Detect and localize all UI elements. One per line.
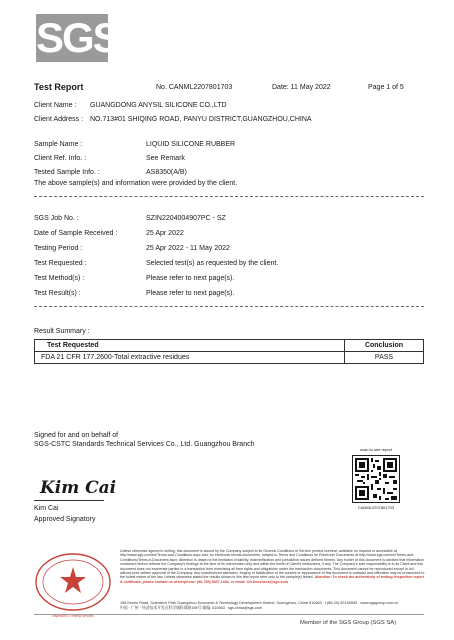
qr-code-number: CANML2207801703 xyxy=(357,505,395,510)
company-seal xyxy=(34,552,112,612)
signatory-role: Approved Signatory xyxy=(34,516,96,523)
section-divider xyxy=(34,306,424,307)
sample-name-label: Sample Name : xyxy=(34,141,83,148)
testing-period-value: 25 Apr 2022 - 11 May 2022 xyxy=(146,245,230,252)
test-result-label: Test Result(s) : xyxy=(34,290,81,297)
handwritten-signature: Kim Cai xyxy=(40,478,117,498)
report-date: Date: 11 May 2022 xyxy=(272,84,331,91)
signatory-name: Kim Cai xyxy=(34,505,59,512)
test-requested-value: Selected test(s) as requested by the client. xyxy=(146,260,279,267)
sgs-group-member: Member of the SGS Group (SGS SA) xyxy=(300,620,397,626)
test-requested-label: Test Requested : xyxy=(34,260,87,267)
sgs-logo: SGS xyxy=(36,14,119,61)
seal-inner-text: Inspection & Testing Services xyxy=(52,614,94,618)
received-date-value: 25 Apr 2022 xyxy=(146,230,184,237)
row-conclusion: PASS xyxy=(345,352,424,364)
footer-divider xyxy=(34,614,424,615)
qr-code-icon[interactable] xyxy=(352,455,400,503)
client-address-label: Client Address : xyxy=(34,116,84,123)
client-ref-value: See Remark xyxy=(146,155,185,162)
tested-sample-value: AS8350(A/B) xyxy=(146,169,187,176)
job-number-value: SZIN2204004907PC - SZ xyxy=(146,215,226,222)
address-email[interactable]: sgs.china@sgs.com xyxy=(228,606,263,610)
report-title: Test Report xyxy=(34,82,84,92)
signature-line xyxy=(34,500,104,501)
test-method-value: Please refer to next page(s). xyxy=(146,275,235,282)
address-english: 198 Kezhu Road, Scientech Park Guangzhou Economic & Technology Development District, Guangzhou, China 510663 xyxy=(120,601,322,605)
sample-name-value: LIQUID SILICONE RUBBER xyxy=(146,141,236,148)
header-test-requested: Test Requested xyxy=(35,340,345,352)
table-header-row xyxy=(35,340,424,352)
received-date-label: Date of Sample Received : xyxy=(34,230,118,237)
client-name-value: GUANGDONG ANYSIL SILICONE CO.,LTD xyxy=(90,102,227,109)
row-test: FDA 21 CFR 177.2600-Total extractive residues xyxy=(35,352,345,364)
signing-company: SGS-CSTC Standards Technical Services Co., Ltd. Guangzhou Branch xyxy=(34,441,255,448)
table-row xyxy=(35,352,424,364)
tested-sample-label: Tested Sample Info. : xyxy=(34,169,100,176)
page-number: Page 1 of 5 xyxy=(368,84,404,91)
address-chinese: 中国 · 广州 · 经济技术开发区科学城科珠路198号 邮编: 510663 xyxy=(120,606,225,610)
test-result-value: Please refer to next page(s). xyxy=(146,290,235,297)
test-method-label: Test Method(s) : xyxy=(34,275,85,282)
address-website[interactable]: www.sgsgroup.com.cn xyxy=(360,601,399,605)
section-divider xyxy=(34,196,424,197)
job-number-label: SGS Job No. : xyxy=(34,215,79,222)
report-number: No. CANML2207801703 xyxy=(156,84,233,91)
office-address xyxy=(120,601,425,611)
client-address-value: NO.713#01 SHIQING ROAD, PANYU DISTRICT,GUANGZHOU,CHINA xyxy=(90,116,312,123)
terms-fine-print xyxy=(120,549,425,584)
signed-on-behalf: Signed for and on behalf of xyxy=(34,432,119,439)
header-conclusion: Conclusion xyxy=(345,340,424,352)
testing-period-label: Testing Period : xyxy=(34,245,83,252)
result-summary-label: Result Summary : xyxy=(34,328,90,335)
address-telephone: t (86-20) 82155555 xyxy=(324,601,358,605)
client-ref-label: Client Ref. Info. : xyxy=(34,155,87,162)
sample-note: The above sample(s) and information were provided by the client. xyxy=(34,180,238,187)
client-name-label: Client Name : xyxy=(34,102,77,109)
terms-text: Unless otherwise agreed in writing, this document is issued by the Company subject to its General Conditions of Service printed overleaf, available on request or accessible at http://www.sgs.com/en/Terms-and-Conditions.aspx and, for electronic format documents, subject to Terms and Conditions for Electronic Documents at http://www.sgs.com/en/Terms-and-Conditions/Terms-e-Document.aspx. Attention is drawn to the limitation of liability, indemnification and jurisdiction issues defined therein. Any holder of this document is advised that information contained hereon reflects the Company's findings at the time of its intervention only and within the limits of Client's instructions, if any. The Company's sole responsibility is to its Client and this document does not exonerate parties to a transaction from exercising all their rights and obligations under the transaction documents. This document cannot be reproduced except in full, without prior written approval of the Company. Any unauthorized alteration, forgery or falsification of the content or appearance of this document is unlawful and offenders may be prosecuted to the fullest extent of the law. Unless otherwise stated the results shown in this test report refer only to the sample(s) tested. xyxy=(120,549,425,580)
qr-caption: scan to see report xyxy=(359,447,393,452)
result-summary-table xyxy=(34,339,424,364)
authenticity-notice: Attention: To check the authenticity of testing /inspection report & certificate, please contact us at telephone: (86-755) 8307 1443, or email: CN.Doccheck@sgs.com xyxy=(120,575,424,584)
